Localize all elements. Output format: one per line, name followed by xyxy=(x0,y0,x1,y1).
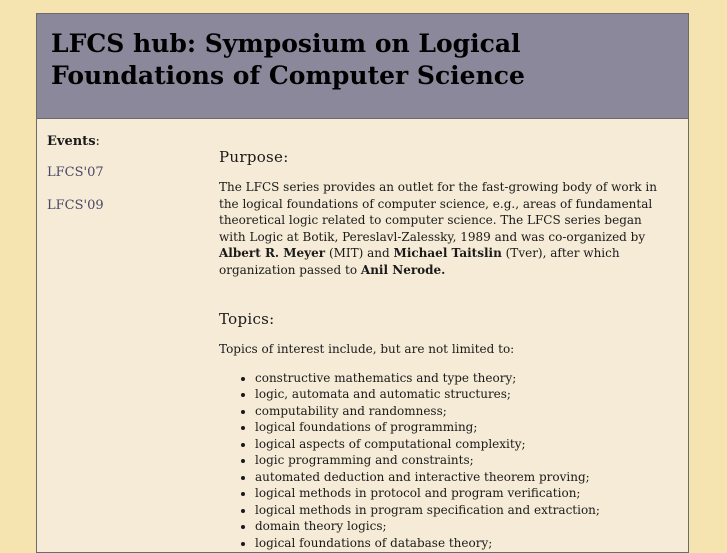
page-title: LFCS hub: Symposium on Logical Foundations of Computer Science xyxy=(51,29,525,90)
list-item: • domain theory logics; xyxy=(255,518,669,535)
sidebar xyxy=(47,134,197,231)
list-item: • computability and randomness; xyxy=(255,403,669,420)
purpose-heading: Purpose: xyxy=(219,148,289,166)
person-name-nerode: Anil Nerode. xyxy=(360,262,446,277)
list-item: • logical methods in protocol and program verification; xyxy=(255,485,669,502)
topics-intro: Topics of interest include, but are not limited to: xyxy=(219,342,515,356)
page-header xyxy=(37,14,688,119)
list-item: • logical foundations of database theory; xyxy=(255,535,669,552)
topics-list xyxy=(219,370,669,552)
person-name-taitslin: Michael Taitslin xyxy=(393,246,502,260)
list-item: • logic programming and constraints; xyxy=(255,452,669,469)
person-name-meyer: Albert R. Meyer xyxy=(219,246,326,260)
topics-heading: Topics: xyxy=(219,310,275,328)
list-item: • logic, automata and automatic structures; xyxy=(255,386,669,403)
event-link-lfcs09[interactable]: LFCS'09 xyxy=(47,198,104,213)
purpose-paragraph: The LFCS series provides an outlet for the fast-growing body of work in the logical foundations of computer science, e.g., areas of fundamental theoretical logic related to computer science. The LFCS series began with Logic at Botik, Pereslavl-Zalessky, 1989 and was co-organized by Albert R. Meyer (MIT) and Michael Taitslin (Tver), after which organization passed to Anil Nerode. xyxy=(219,180,657,277)
list-item: • constructive mathematics and type theory; xyxy=(255,370,669,387)
list-item: • logical methods in program specification and extraction; xyxy=(255,502,669,519)
list-item: • logical foundations of programming; xyxy=(255,419,669,436)
event-link-lfcs07[interactable]: LFCS'07 xyxy=(47,165,104,180)
list-item: • logical aspects of computational complexity; xyxy=(255,436,669,453)
main-content xyxy=(219,148,669,551)
page-container xyxy=(36,13,689,553)
list-item: • automated deduction and interactive theorem proving; xyxy=(255,469,669,486)
events-label: Events: xyxy=(47,134,100,149)
